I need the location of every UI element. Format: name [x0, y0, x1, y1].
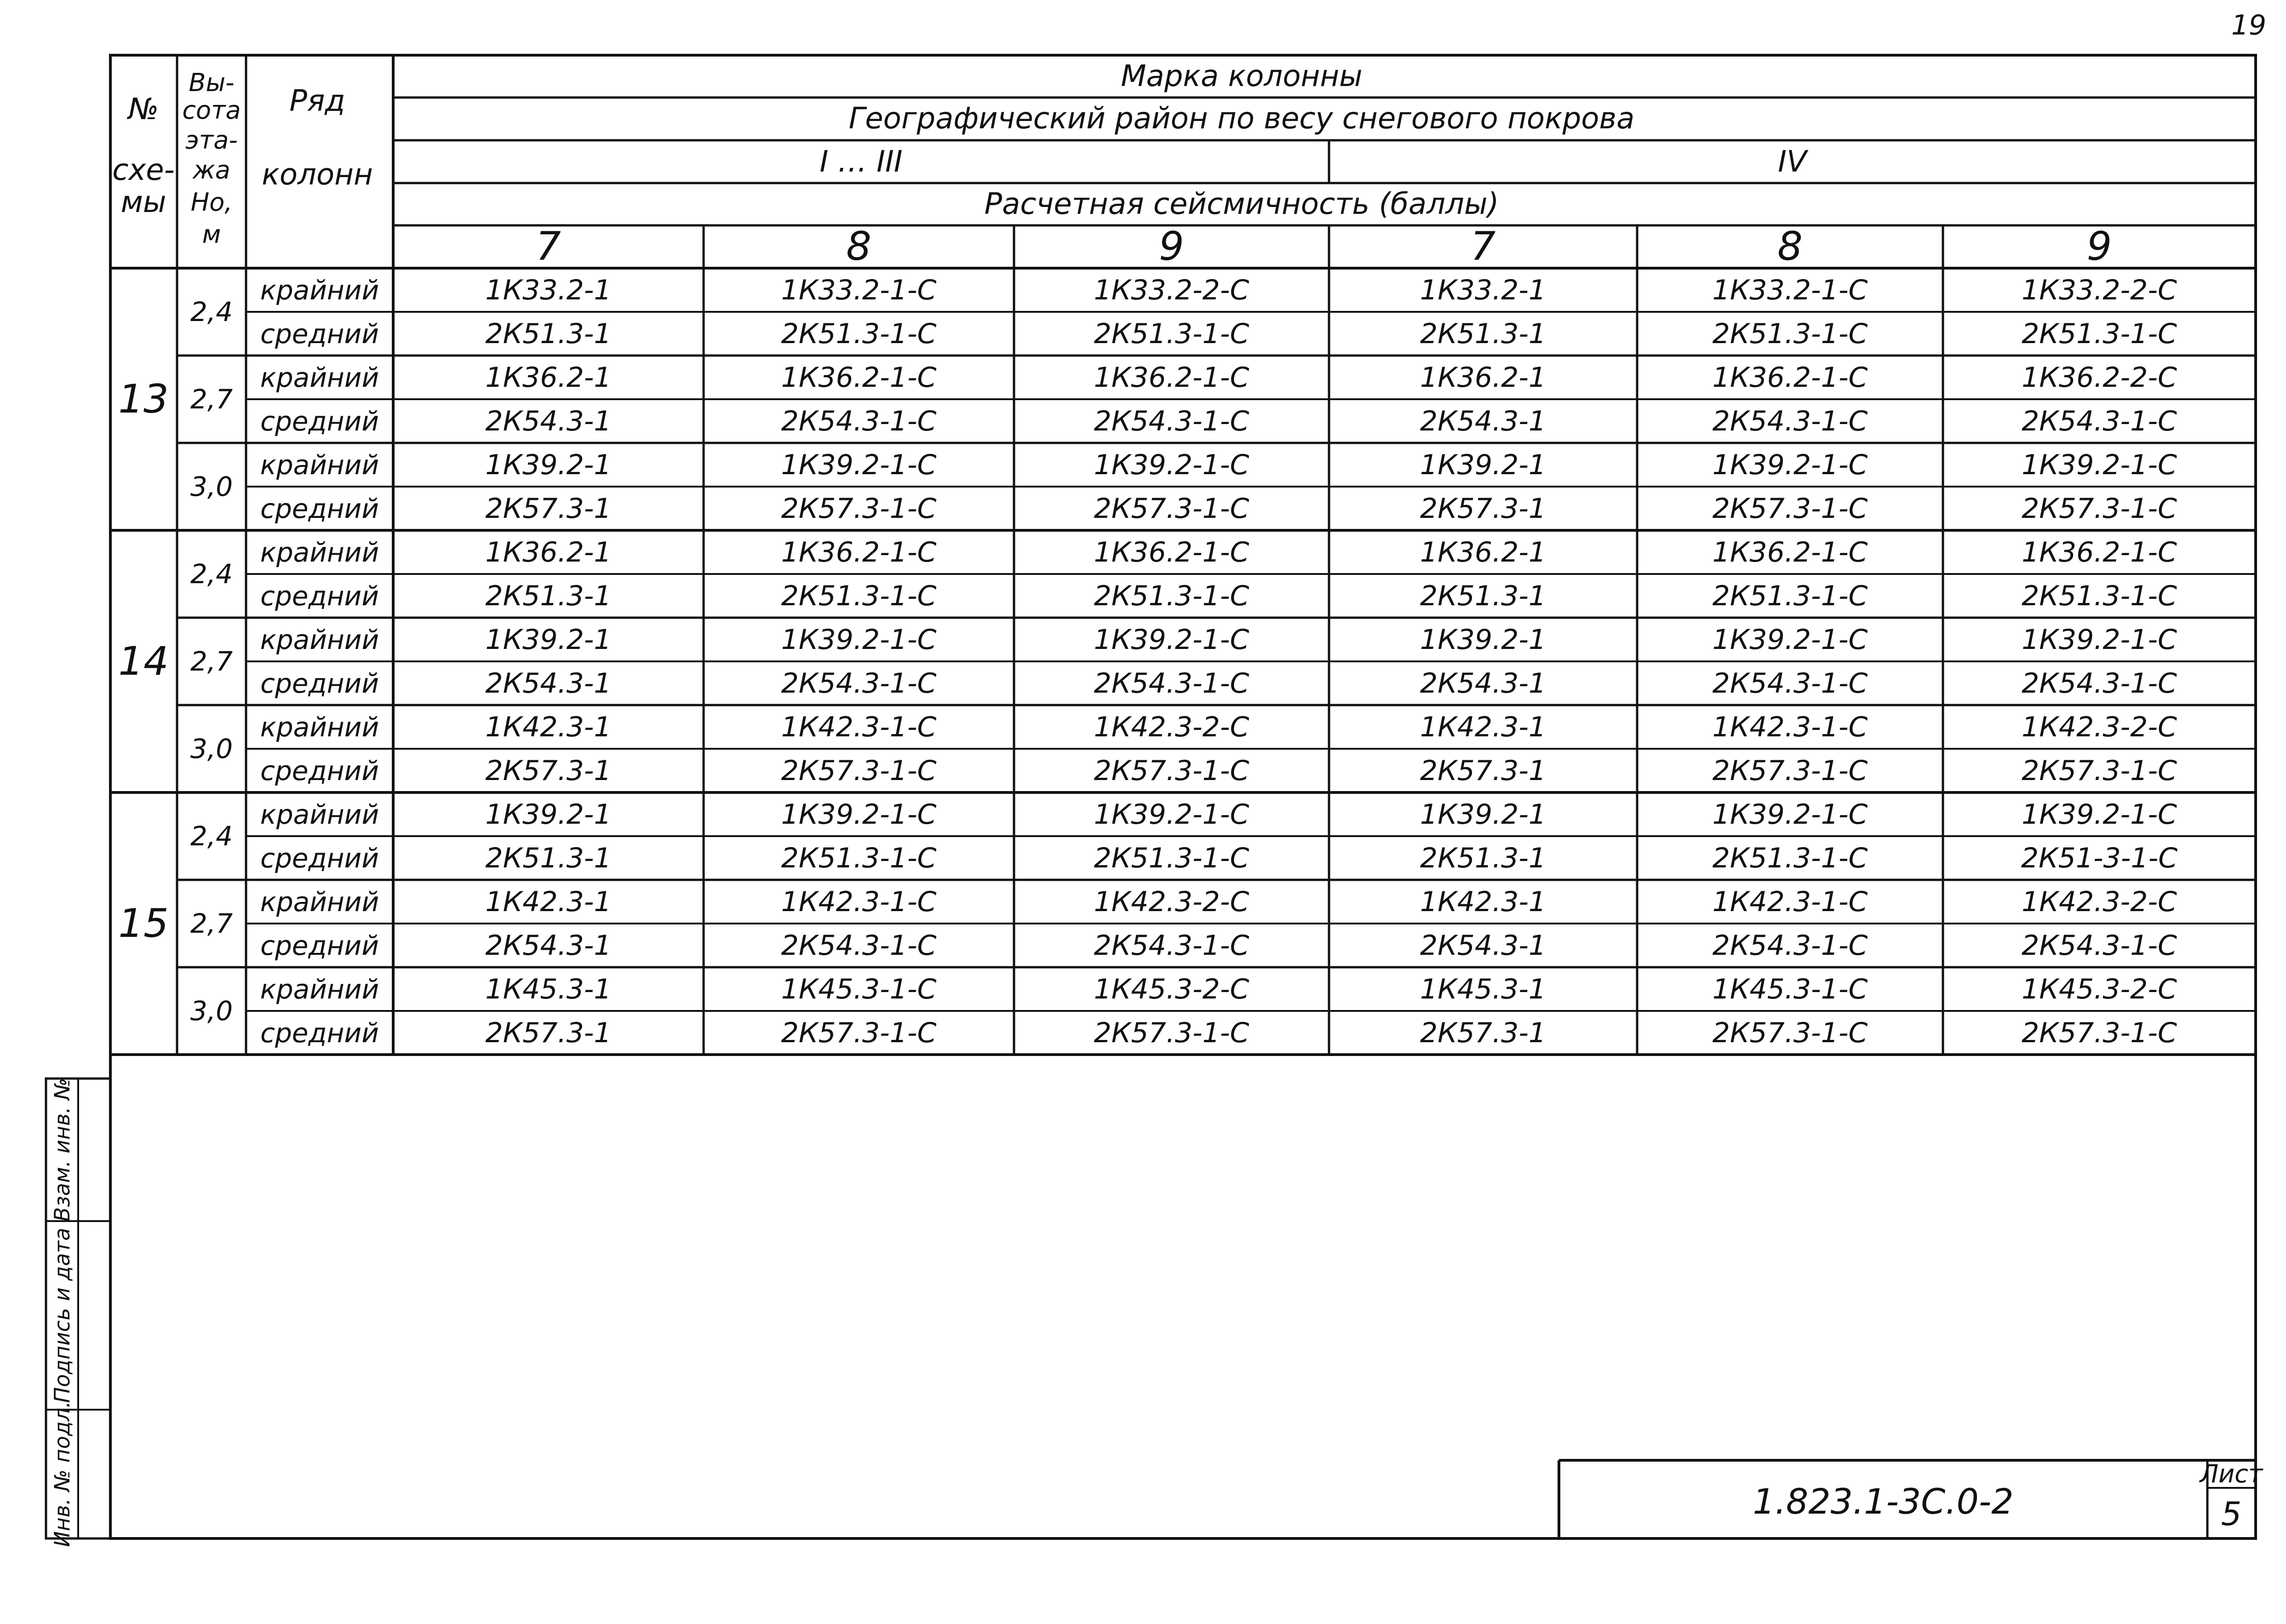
stamp-replacement-no: Взам. инв. № [50, 1078, 74, 1222]
column-mark: 1К33.2-1 [1420, 274, 1547, 306]
column-mark: 2К57.3-1-С [1712, 754, 1868, 787]
column-mark: 1К42.3-1 [485, 885, 612, 918]
header-seismic-level: 8 [846, 224, 871, 270]
column-mark: 1К36.2-1-С [1094, 361, 1249, 394]
column-mark: 2К57.3-1-С [781, 492, 937, 525]
column-mark: 2К54.3-1-С [1712, 929, 1868, 962]
column-mark: 2К51.3-1-С [1094, 580, 1249, 612]
header-seismic-level: 7 [1470, 224, 1496, 270]
header-scheme-no: мы [120, 185, 166, 219]
column-row: средний [260, 493, 379, 524]
column-row: средний [260, 755, 379, 786]
column-mark: 1К39.2-1 [1420, 623, 1547, 656]
column-mark: 2К54.3-1-С [2022, 929, 2177, 962]
header-floor-height: Вы- [189, 68, 235, 97]
floor-height: 2,7 [190, 646, 233, 677]
column-mark: 2К57.3-1-С [1094, 1016, 1249, 1049]
column-mark: 1К39.2-1 [485, 798, 612, 831]
column-mark: 1К42.3-1 [1420, 711, 1547, 743]
column-mark: 1К39.2-1-С [781, 448, 937, 481]
column-mark: 1К42.3-2-С [1094, 885, 1249, 918]
column-mark: 2К51.3-1-С [2022, 317, 2177, 350]
column-mark: 1К36.2-1-С [1712, 361, 1868, 394]
column-row: крайний [260, 624, 379, 655]
sheet-number: 5 [2221, 1495, 2242, 1533]
column-mark: 1К42.3-1-С [781, 885, 937, 918]
column-mark: 2К51.3-1-С [781, 317, 937, 350]
floor-height: 2,7 [190, 908, 233, 939]
column-mark: 1К33.2-2-С [1094, 274, 1249, 306]
column-mark: 1К39.2-1 [1420, 448, 1547, 481]
column-mark: 2К57.3-1 [485, 754, 612, 787]
floor-height: 2,7 [190, 384, 233, 415]
header-floor-height: жа [193, 155, 230, 184]
column-mark: 1К36.2-1-С [781, 361, 937, 394]
column-mark: 2К51.3-1 [1420, 317, 1547, 350]
column-mark: 1К39.2-1-С [1094, 798, 1249, 831]
column-mark: 2К57.3-1 [1420, 492, 1547, 525]
floor-height: 3,0 [190, 995, 233, 1027]
column-row: средний [260, 842, 379, 874]
header-floor-height: сота [182, 96, 241, 125]
document-code: 1.823.1-3С.0-2 [1753, 1481, 2014, 1522]
column-row: крайний [260, 798, 379, 830]
column-mark: 1К33.2-1-С [781, 274, 937, 306]
column-mark: 1К36.2-1-С [781, 536, 937, 568]
column-mark: 1К33.2-1 [485, 274, 612, 306]
column-mark: 2К51.3-1 [485, 580, 612, 612]
column-mark: 1К39.2-1-С [2022, 448, 2177, 481]
column-mark: 1К39.2-1 [485, 448, 612, 481]
header-region-2: IV [1778, 145, 1807, 179]
column-mark: 1К39.2-1-С [1712, 623, 1868, 656]
column-mark: 2К54.3-1-С [1712, 405, 1868, 437]
header-scheme-no: № [128, 92, 159, 126]
column-mark: 2К54.3-1 [485, 929, 612, 962]
floor-height: 3,0 [190, 471, 233, 502]
column-row: крайний [260, 973, 379, 1005]
column-mark: 2К54.3-1 [485, 667, 612, 700]
column-mark: 1К42.3-1 [485, 711, 612, 743]
column-mark: 1К45.3-2-С [2022, 973, 2177, 1005]
header-seismic-level: 8 [1777, 224, 1803, 270]
column-mark: 1К36.2-1 [485, 361, 612, 394]
floor-height: 2,4 [190, 821, 233, 852]
column-mark: 1К42.3-1 [1420, 885, 1547, 918]
column-mark: 2К57.3-1-С [2022, 754, 2177, 787]
header-column-row: колонн [262, 158, 373, 192]
column-row: средний [260, 930, 379, 961]
column-row: крайний [260, 711, 379, 743]
column-mark: 1К36.2-1-С [2022, 536, 2177, 568]
column-mark: 1К45.3-1-С [781, 973, 937, 1005]
header-region-1: I … III [819, 145, 903, 179]
column-mark: 2К51.3-1-С [1712, 842, 1868, 874]
column-mark: 1К45.3-1 [1420, 973, 1547, 1005]
column-mark: 2К54.3-1-С [1094, 667, 1249, 700]
column-mark: 1К36.2-1 [1420, 361, 1547, 394]
column-mark: 1К42.3-2-С [1094, 711, 1249, 743]
column-mark: 1К39.2-1-С [1712, 798, 1868, 831]
column-mark: 2К54.3-1-С [781, 405, 937, 437]
column-mark: 2К57.3-1-С [2022, 1016, 2177, 1049]
column-mark: 1К39.2-1-С [1094, 448, 1249, 481]
column-mark: 2К51.3-1 [485, 317, 612, 350]
column-mark: 2К54.3-1-С [1094, 405, 1249, 437]
column-row: средний [260, 318, 379, 350]
column-mark: 1К39.2-1-С [781, 798, 937, 831]
column-mark: 2К51.3-1 [1420, 580, 1547, 612]
column-mark: 1К39.2-1 [1420, 798, 1547, 831]
column-mark: 2К51.3-1 [1420, 842, 1547, 874]
column-row: средний [260, 405, 379, 437]
sheet-label: Лист [2200, 1459, 2263, 1488]
column-mark: 1К36.2-1 [1420, 536, 1547, 568]
column-mark: 1К39.2-1-С [2022, 623, 2177, 656]
floor-height: 2,4 [190, 558, 233, 590]
column-mark: 2К57.3-1-С [1094, 754, 1249, 787]
header-seismic-level: 9 [1159, 224, 1184, 270]
column-mark: 1К42.3-1-С [1712, 711, 1868, 743]
column-mark: 2К57.3-1-С [781, 1016, 937, 1049]
column-mark: 1К42.3-1-С [781, 711, 937, 743]
header-floor-height: Но, [190, 188, 233, 217]
column-mark: 2К57.3-1-С [1712, 1016, 1868, 1049]
column-mark: 2К51.3-1-С [1712, 580, 1868, 612]
column-mark: 1К36.2-1 [485, 536, 612, 568]
column-mark: 1К39.2-1-С [1712, 448, 1868, 481]
column-mark: 1К42.3-1-С [1712, 885, 1868, 918]
header-scheme-no: схе- [112, 153, 175, 187]
header-seismic-level: 7 [536, 224, 561, 270]
column-mark: 1К45.3-1-С [1712, 973, 1868, 1005]
column-mark: 2К54.3-1-С [781, 929, 937, 962]
column-mark: 2К51.3-1-С [781, 842, 937, 874]
column-mark: 1К39.2-1-С [781, 623, 937, 656]
column-mark: 1К42.3-2-С [2022, 711, 2177, 743]
column-mark: 2К54.3-1-С [2022, 667, 2177, 700]
column-mark: 1К36.2-1-С [1712, 536, 1868, 568]
column-mark: 2К57.3-1 [485, 492, 612, 525]
column-row: крайний [260, 449, 379, 481]
column-mark: 1К39.2-1-С [1094, 623, 1249, 656]
column-mark: 2К51.3-1 [485, 842, 612, 874]
header-column-mark: Марка колонны [1121, 59, 1363, 93]
column-mark: 2К51.3-1-С [1094, 842, 1249, 874]
column-mark: 1К36.2-1-С [1094, 536, 1249, 568]
column-mark: 2К57.3-1-С [2022, 492, 2177, 525]
column-mark: 1К33.2-2-С [2022, 274, 2177, 306]
column-row: крайний [260, 274, 379, 306]
column-mark: 1К42.3-2-С [2022, 885, 2177, 918]
column-mark: 1К39.2-1 [485, 623, 612, 656]
column-mark: 1К33.2-1-С [1712, 274, 1868, 306]
column-mark: 2К57.3-1 [485, 1016, 612, 1049]
column-mark: 2К57.3-1 [1420, 1016, 1547, 1049]
header-seismicity: Расчетная сейсмичность (баллы) [984, 187, 1499, 221]
header-seismic-level: 9 [2086, 224, 2112, 270]
column-row: крайний [260, 362, 379, 393]
column-mark: 2К54.3-1-С [1094, 929, 1249, 962]
scheme-number: 13 [118, 376, 169, 422]
column-row: средний [260, 580, 379, 612]
floor-height: 3,0 [190, 733, 233, 764]
column-mark: 2К54.3-1 [485, 405, 612, 437]
column-row: средний [260, 667, 379, 699]
column-mark: 1К39.2-1-С [2022, 798, 2177, 831]
column-mark: 2К54.3-1-С [1712, 667, 1868, 700]
column-row: крайний [260, 536, 379, 568]
column-mark: 2К54.3-1-С [781, 667, 937, 700]
column-mark: 2К54.3-1-С [2022, 405, 2177, 437]
header-column-row: Ряд [289, 84, 345, 118]
column-mark: 2К57.3-1-С [1094, 492, 1249, 525]
floor-height: 2,4 [190, 296, 233, 327]
column-mark: 2К57.3-1-С [1712, 492, 1868, 525]
stamp-inventory-no: Инв. № подл. [50, 1401, 74, 1547]
column-mark: 2К54.3-1 [1420, 405, 1547, 437]
column-mark: 2К51.3-1-С [2022, 580, 2177, 612]
column-row: крайний [260, 886, 379, 918]
column-mark: 2К51-3-1-С [2021, 842, 2178, 874]
column-mark: 1К45.3-2-С [1094, 973, 1249, 1005]
scheme-number: 14 [118, 638, 169, 684]
stamp-signature-date: Подпись и дата [50, 1228, 74, 1403]
header-floor-height: м [202, 220, 221, 249]
header-floor-height: эта- [185, 126, 238, 155]
scheme-number: 15 [118, 901, 169, 947]
column-mark: 2К54.3-1 [1420, 929, 1547, 962]
page-number: 19 [2231, 9, 2267, 41]
column-mark: 2К57.3-1-С [781, 754, 937, 787]
column-mark: 2К57.3-1 [1420, 754, 1547, 787]
column-row: средний [260, 1017, 379, 1049]
column-mark: 2К51.3-1-С [781, 580, 937, 612]
column-mark: 2К54.3-1 [1420, 667, 1547, 700]
column-mark: 1К36.2-2-С [2022, 361, 2177, 394]
column-mark: 1К45.3-1 [485, 973, 612, 1005]
column-mark: 2К51.3-1-С [1094, 317, 1249, 350]
header-snow-region: Географический район по весу снегового покрова [848, 102, 1635, 136]
column-mark: 2К51.3-1-С [1712, 317, 1868, 350]
